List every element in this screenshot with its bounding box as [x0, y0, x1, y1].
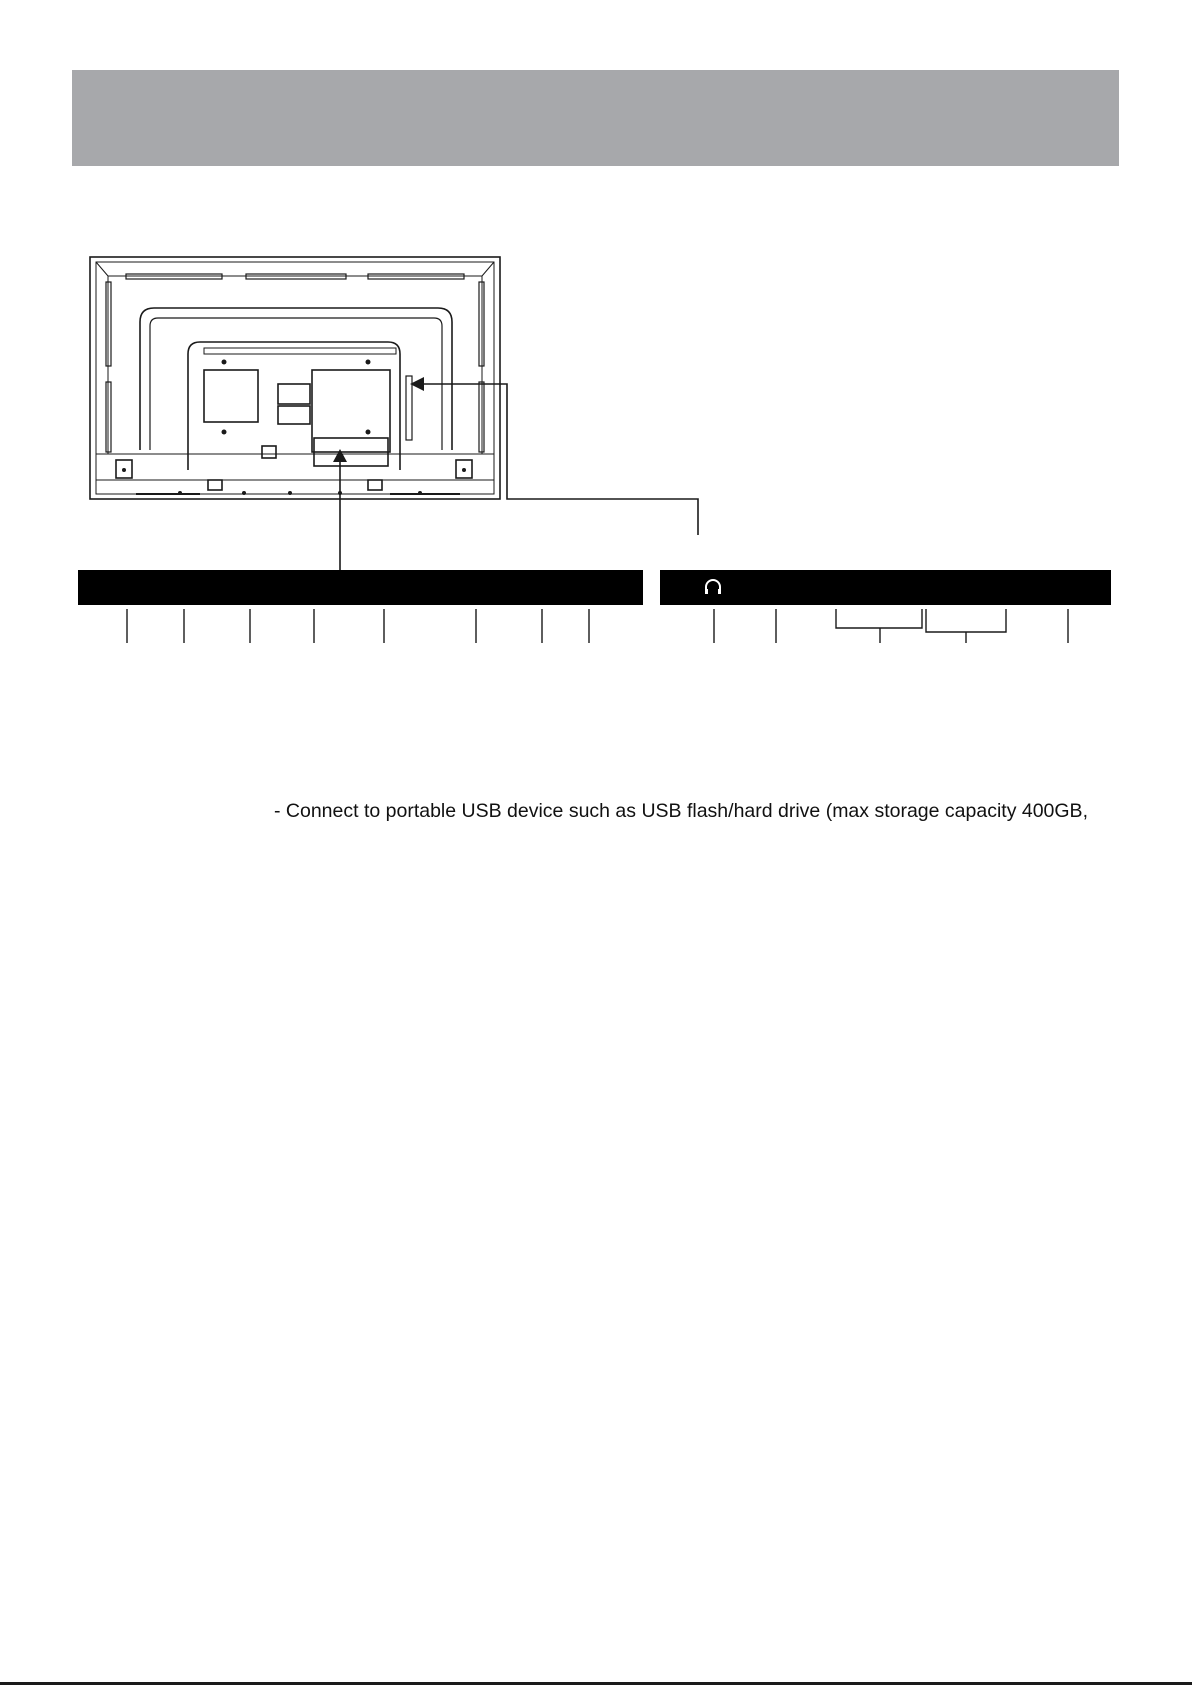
- side-ports-bar: [660, 570, 1111, 605]
- port-callout-bracket-a: [836, 609, 922, 628]
- tv-outer-frame: [90, 257, 500, 499]
- port-callout-bracket-b: [926, 609, 1006, 632]
- rear-ports-bar: [78, 570, 643, 605]
- headphone-icon: [702, 576, 724, 598]
- usb-connection-note: - Connect to portable USB device such as USB flash/hard drive (max storage capacity 400GB,: [274, 800, 1088, 822]
- tv-inner-frame: [96, 262, 494, 494]
